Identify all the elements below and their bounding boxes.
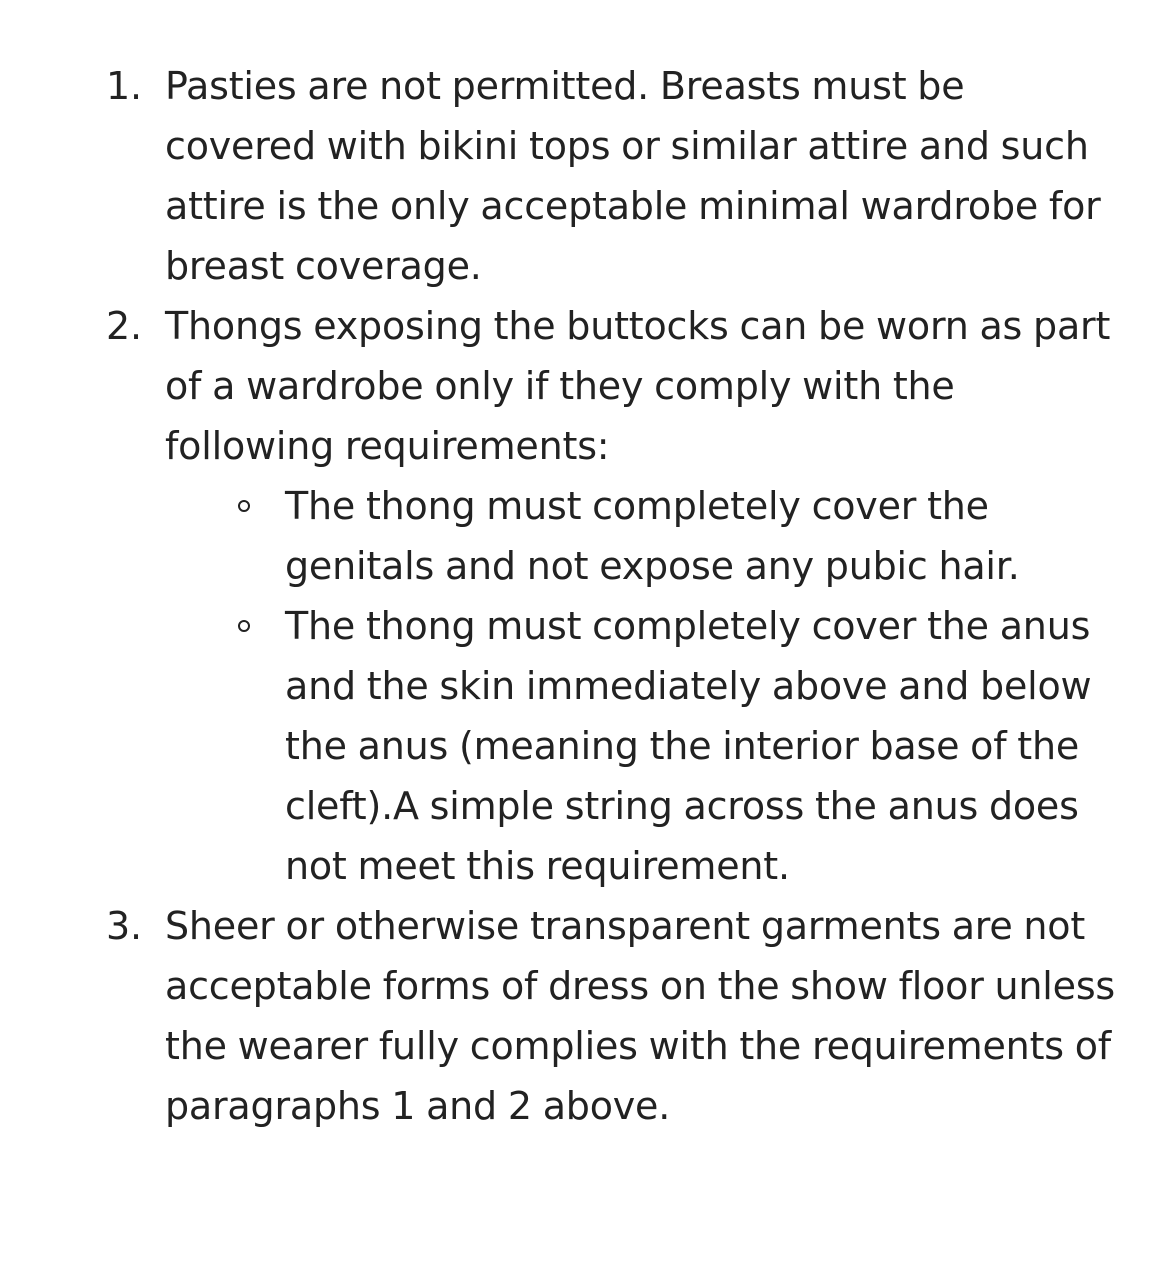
list-number: 3.: [106, 904, 142, 948]
list-number: 1.: [106, 64, 142, 108]
sub-list-item-2: [285, 596, 1115, 896]
list-item-1: [0, 56, 1125, 296]
circle-bullet-icon: [238, 500, 250, 512]
list-item-text: Thongs exposing the buttocks can be worn as part of a wardrobe only if they comply with the following requirements:: [165, 304, 1111, 468]
sub-list-item-text: The thong must completely cover the anus and the skin immediately above and below the anus (meaning the interior base of the cleft).A simple string across the anus does not meet this requirement.: [285, 604, 1092, 888]
circle-bullet-icon: [238, 620, 250, 632]
sub-list-item-1: [285, 476, 1115, 596]
sub-list-item-text: The thong must completely cover the genitals and not expose any pubic hair.: [285, 484, 1020, 588]
list-item-text: Sheer or otherwise transparent garments are not acceptable forms of dress on the show floor unless the wearer fully complies with the requirements of paragraphs 1 and 2 above.: [165, 904, 1116, 1128]
policy-list: [0, 56, 1169, 1136]
list-item-text: Pasties are not permitted. Breasts must be covered with bikini tops or similar attire and such attire is the only acceptable minimal wardrobe for breast coverage.: [165, 64, 1101, 288]
list-item-2: [0, 296, 1125, 896]
list-item-3: [0, 896, 1125, 1136]
list-number: 2.: [106, 304, 142, 348]
